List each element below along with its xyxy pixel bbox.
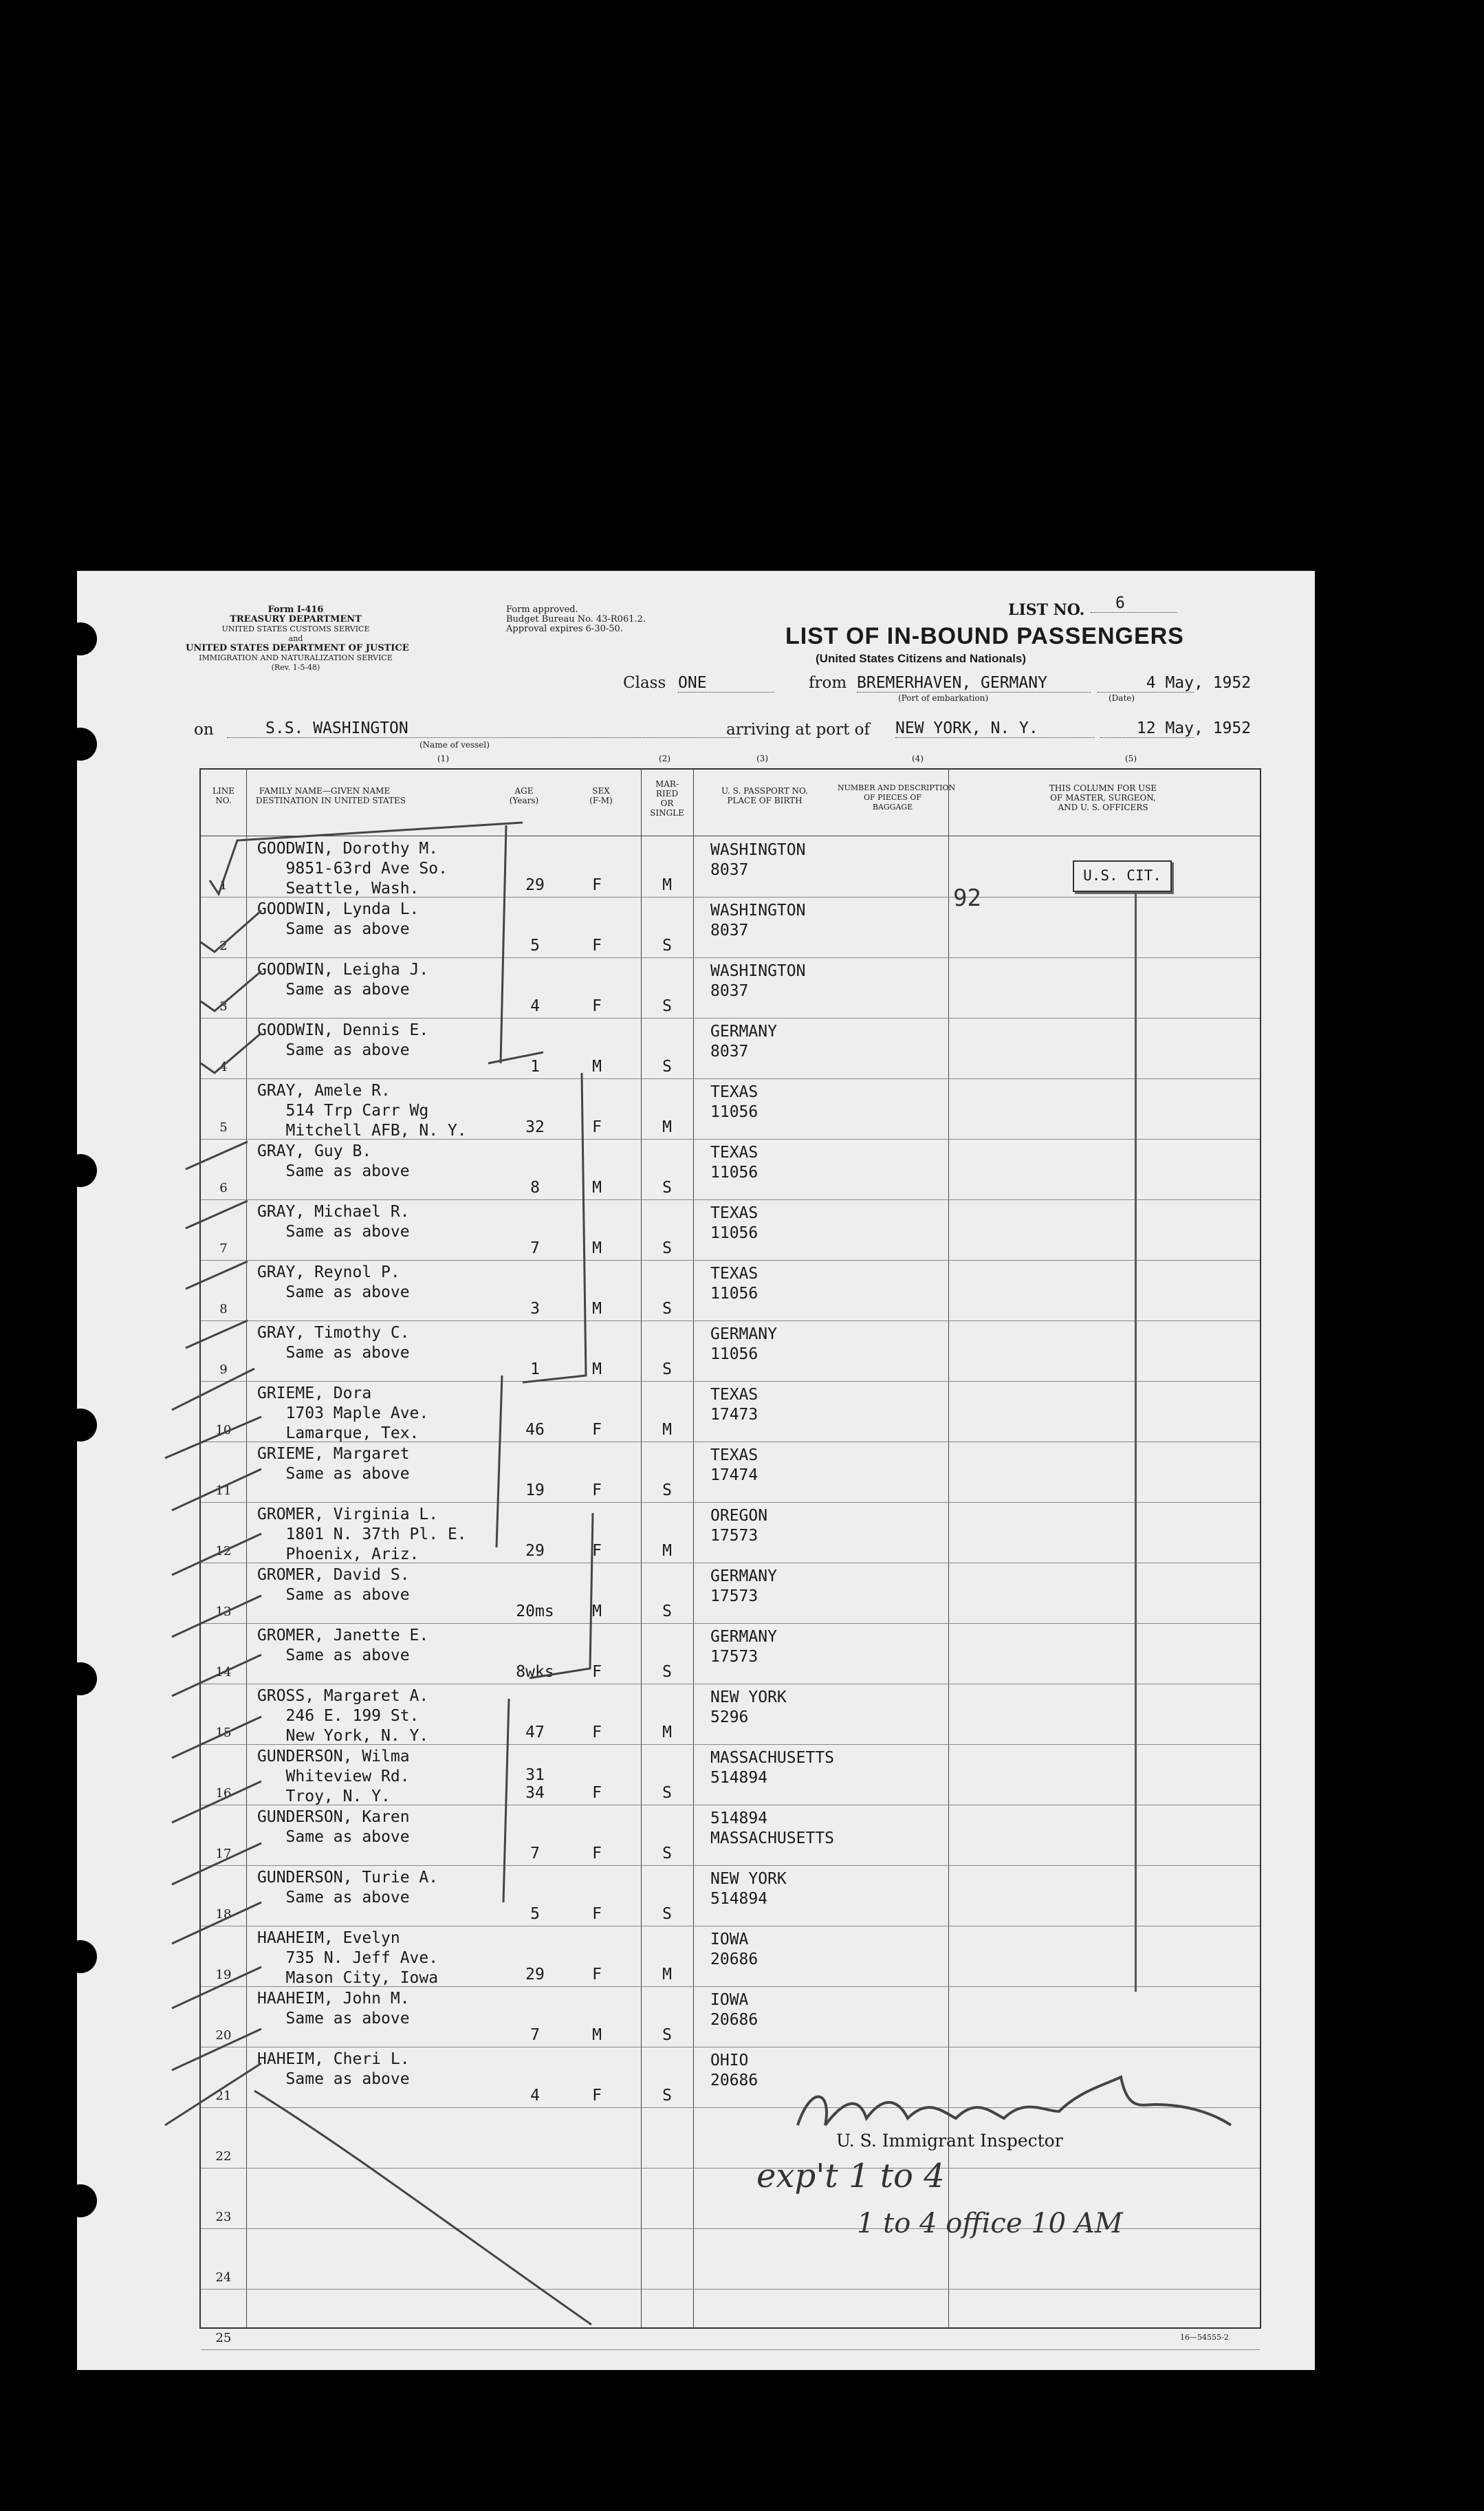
line-number: 15 xyxy=(215,1726,232,1740)
passenger-sex: M xyxy=(592,1360,602,1378)
passenger-name: GRAY, Amele R. 514 Trp Carr Wg Mitchell AFB, N. Y. xyxy=(257,1082,467,1140)
passport-birthplace: 514894 MASSACHUSETTS xyxy=(710,1809,835,1847)
passenger-sex: M xyxy=(592,2026,602,2044)
passport-birthplace: TEXAS 17473 xyxy=(710,1386,759,1424)
list-number-label: LIST NO. xyxy=(1008,601,1085,619)
passport-birthplace: OHIO 20686 xyxy=(710,2052,759,2089)
passenger-age: 46 xyxy=(525,1421,545,1439)
passenger-name: GRAY, Reynol P. Same as above xyxy=(257,1263,410,1301)
marital-status: S xyxy=(662,2087,672,2105)
passenger-sex: M xyxy=(592,1058,602,1076)
inspector-label: U. S. Immigrant Inspector xyxy=(836,2131,1063,2151)
class-label: Class xyxy=(623,674,666,692)
passenger-age: 8 xyxy=(530,1179,540,1197)
line-number: 2 xyxy=(219,939,228,953)
footer-code: 16—54555-2 xyxy=(1180,2333,1229,2342)
arrival-port: NEW YORK, N. Y. xyxy=(895,719,1095,738)
column-number: (3) xyxy=(756,754,768,763)
header-name: FAMILY NAME—GIVEN NAME DESTINATION IN UNITED STATES xyxy=(256,786,406,805)
passenger-age: 8wks xyxy=(516,1663,554,1681)
passenger-sex: F xyxy=(592,937,602,955)
embarkation-year: , 1952 xyxy=(1194,674,1252,692)
line-number: 8 xyxy=(219,1302,228,1316)
passenger-name: GOODWIN, Dennis E. Same as above xyxy=(257,1021,429,1059)
passenger-age: 3 xyxy=(530,1300,540,1318)
handwritten-note: 1 to 4 office 10 AM xyxy=(857,2208,1123,2239)
passport-birthplace: NEW YORK 514894 xyxy=(710,1870,787,1908)
line-number: 3 xyxy=(219,999,228,1014)
arriving-label: arriving at port of xyxy=(726,721,870,739)
passport-birthplace: WASHINGTON 8037 xyxy=(710,902,806,939)
line-number: 13 xyxy=(215,1605,232,1619)
marital-status: S xyxy=(662,1239,672,1257)
passenger-name: GROSS, Margaret A. 246 E. 199 St. New York, N. Y. xyxy=(257,1687,429,1745)
passenger-name: GUNDERSON, Turie A. Same as above xyxy=(257,1869,439,1906)
passenger-name: HAAHEIM, John M. Same as above xyxy=(257,1990,410,2028)
form-approval: Form approved. Budget Bureau No. 43-R061.2. Approval expires 6-30-50. xyxy=(506,605,646,634)
passport-birthplace: MASSACHUSETTS 514894 xyxy=(710,1749,835,1787)
passenger-name: GROMER, David S. Same as above xyxy=(257,1566,410,1604)
marital-status: S xyxy=(662,1058,672,1076)
marital-status: S xyxy=(662,1179,672,1197)
marital-status: S xyxy=(662,1360,672,1378)
passport-birthplace: GERMANY 17573 xyxy=(710,1567,777,1605)
citizen-stamp: U.S. CIT. xyxy=(1073,860,1172,892)
line-number: 20 xyxy=(215,2028,232,2043)
header-baggage: NUMBER AND DESCRIPTION OF PIECES OF BAGGAGE xyxy=(838,783,956,812)
passenger-name: GUNDERSON, Karen Same as above xyxy=(257,1808,410,1846)
date-caption: (Date) xyxy=(1109,693,1135,703)
passenger-name: GOODWIN, Lynda L. Same as above xyxy=(257,900,419,938)
passenger-name: GROMER, Janette E. Same as above xyxy=(257,1627,429,1664)
passenger-sex: F xyxy=(592,1663,602,1681)
passenger-sex: M xyxy=(592,1602,602,1620)
passenger-age: 47 xyxy=(525,1724,545,1741)
marital-status: M xyxy=(662,876,672,894)
passenger-age: 1 xyxy=(530,1058,540,1076)
header-line-no: LINE NO. xyxy=(212,786,234,805)
passenger-age: 5 xyxy=(530,937,540,955)
page-subtitle: (United States Citizens and Nationals) xyxy=(816,652,1027,665)
line-number: 18 xyxy=(215,1907,232,1922)
passenger-age: 4 xyxy=(530,2087,540,2105)
passport-birthplace: WASHINGTON 8037 xyxy=(710,962,806,1000)
marital-status: S xyxy=(662,1663,672,1681)
passport-birthplace: OREGON 17573 xyxy=(710,1507,768,1545)
passenger-age: 5 xyxy=(530,1905,540,1923)
passenger-name: GRAY, Timothy C. Same as above xyxy=(257,1324,410,1362)
marital-status: M xyxy=(662,1118,672,1136)
passenger-age: 1 xyxy=(530,1360,540,1378)
marital-status: S xyxy=(662,1300,672,1318)
passport-birthplace: IOWA 20686 xyxy=(710,1931,759,1968)
marital-status: S xyxy=(662,1845,672,1862)
column-number: (2) xyxy=(659,754,670,763)
line-number: 17 xyxy=(215,1847,232,1861)
passenger-sex: M xyxy=(592,1300,602,1318)
passenger-sex: M xyxy=(592,1239,602,1257)
passenger-name: GRIEME, Dora 1703 Maple Ave. Lamarque, Tex. xyxy=(257,1384,429,1442)
passenger-age: 29 xyxy=(525,1542,545,1560)
passport-birthplace: TEXAS 11056 xyxy=(710,1204,759,1242)
passenger-name: HAAHEIM, Evelyn 735 N. Jeff Ave. Mason City, Iowa xyxy=(257,1929,439,1987)
port-caption: (Port of embarkation) xyxy=(898,693,989,703)
passenger-sex: F xyxy=(592,1421,602,1439)
embarkation-date: 4 May xyxy=(1098,674,1194,693)
from-label: from xyxy=(809,674,847,692)
marital-status: S xyxy=(662,1481,672,1499)
passenger-name: HAHEIM, Cheri L. Same as above xyxy=(257,2050,410,2088)
header-officers: THIS COLUMN FOR USE OF MASTER, SURGEON, AND U. S. OFFICERS xyxy=(1049,783,1157,812)
line-number: 5 xyxy=(219,1120,228,1135)
marital-status: M xyxy=(662,1966,672,1983)
vessel-caption: (Name of vessel) xyxy=(419,740,490,750)
marital-status: M xyxy=(662,1724,672,1741)
marital-status: S xyxy=(662,1784,672,1802)
on-label: on xyxy=(194,721,214,739)
line-number: 7 xyxy=(219,1241,228,1256)
arrival-date: 12 May xyxy=(1100,719,1194,738)
marital-status: S xyxy=(662,2026,672,2044)
page-title: LIST OF IN-BOUND PASSENGERS xyxy=(785,623,1184,649)
marital-status: S xyxy=(662,1602,672,1620)
passenger-name: GOODWIN, Dorothy M. 9851-63rd Ave So. Seattle, Wash. xyxy=(257,840,448,898)
passport-birthplace: GERMANY 11056 xyxy=(710,1325,777,1363)
line-number: 21 xyxy=(215,2089,232,2103)
vessel-name: S.S. WASHINGTON xyxy=(227,719,740,738)
passenger-sex: F xyxy=(592,1542,602,1560)
column-number: (1) xyxy=(437,754,449,763)
passenger-name: GRIEME, Margaret Same as above xyxy=(257,1445,410,1483)
passenger-sex: F xyxy=(592,1118,602,1136)
line-number: 24 xyxy=(215,2270,232,2285)
arrival-year: , 1952 xyxy=(1194,719,1252,737)
passenger-age: 19 xyxy=(525,1481,545,1499)
handwritten-note: exp't 1 to 4 xyxy=(756,2157,945,2195)
baggage-count: 92 xyxy=(953,884,981,912)
line-number: 12 xyxy=(215,1544,232,1558)
form-identifier: Form I-416 TREASURY DEPARTMENT UNITED STATES CUSTOMS SERVICE and UNITED STATES DEPARTMENT OF JUSTICE IMMIGRATION AND NATURALIZATION SERVICE (Rev. 1-5-48) xyxy=(186,605,409,672)
marital-status: M xyxy=(662,1542,672,1560)
passenger-sex: F xyxy=(592,1966,602,1983)
passenger-age: 31 34 xyxy=(525,1766,545,1802)
passenger-name: GOODWIN, Leigha J. Same as above xyxy=(257,961,429,999)
passenger-name: GRAY, Guy B. Same as above xyxy=(257,1142,410,1180)
list-number-value: 6 xyxy=(1091,594,1177,613)
line-number: 10 xyxy=(215,1423,232,1437)
passenger-age: 7 xyxy=(530,2026,540,2044)
marital-status: S xyxy=(662,937,672,955)
passport-birthplace: IOWA 20686 xyxy=(710,1991,759,2029)
line-number: 6 xyxy=(219,1181,228,1195)
passenger-age: 29 xyxy=(525,1966,545,1983)
passport-birthplace: WASHINGTON 8037 xyxy=(710,841,806,879)
passenger-sex: F xyxy=(592,2087,602,2105)
header-passport: U. S. PASSPORT NO. PLACE OF BIRTH xyxy=(721,786,808,805)
passenger-age: 29 xyxy=(525,876,545,894)
passport-birthplace: TEXAS 11056 xyxy=(710,1083,759,1121)
passenger-sex: M xyxy=(592,1179,602,1197)
passenger-sex: F xyxy=(592,876,602,894)
line-number: 19 xyxy=(215,1968,232,1982)
passenger-name: GUNDERSON, Wilma Whiteview Rd. Troy, N. Y. xyxy=(257,1748,410,1805)
column-number: (4) xyxy=(912,754,924,763)
passenger-sex: F xyxy=(592,1481,602,1499)
line-number: 25 xyxy=(215,2331,232,2345)
passport-birthplace: TEXAS 11056 xyxy=(710,1144,759,1182)
passenger-sex: F xyxy=(592,1845,602,1862)
line-number: 11 xyxy=(215,1483,232,1498)
column-number: (5) xyxy=(1125,754,1137,763)
passenger-age: 32 xyxy=(525,1118,545,1136)
marital-status: M xyxy=(662,1421,672,1439)
embarkation-port: BREMERHAVEN, GERMANY xyxy=(857,674,1091,693)
line-number: 16 xyxy=(215,1786,232,1801)
passport-birthplace: GERMANY 17573 xyxy=(710,1628,777,1666)
passenger-name: GRAY, Michael R. Same as above xyxy=(257,1203,410,1241)
passenger-name: GROMER, Virginia L. 1801 N. 37th Pl. E. Phoenix, Ariz. xyxy=(257,1505,467,1563)
header-age: AGE (Years) xyxy=(509,786,539,805)
passenger-sex: F xyxy=(592,1724,602,1741)
header-sex: SEX (F-M) xyxy=(589,786,613,805)
passenger-sex: F xyxy=(592,1784,602,1802)
passport-birthplace: NEW YORK 5296 xyxy=(710,1688,787,1726)
line-number: 23 xyxy=(215,2210,232,2224)
marital-status: S xyxy=(662,1905,672,1923)
header-married: MAR- RIED OR SINGLE xyxy=(650,779,684,818)
line-number: 1 xyxy=(219,878,228,893)
passport-birthplace: TEXAS 17474 xyxy=(710,1446,759,1484)
passport-birthplace: TEXAS 11056 xyxy=(710,1265,759,1303)
passenger-sex: F xyxy=(592,1905,602,1923)
line-number: 4 xyxy=(219,1060,228,1074)
line-number: 22 xyxy=(215,2149,232,2164)
passenger-age: 7 xyxy=(530,1845,540,1862)
line-number: 9 xyxy=(219,1362,228,1377)
line-number: 14 xyxy=(215,1665,232,1680)
passenger-sex: F xyxy=(592,997,602,1015)
passenger-age: 4 xyxy=(530,997,540,1015)
marital-status: S xyxy=(662,997,672,1015)
passenger-age: 20ms xyxy=(516,1602,554,1620)
passport-birthplace: GERMANY 8037 xyxy=(710,1023,777,1061)
passenger-age: 7 xyxy=(530,1239,540,1257)
class-value: ONE xyxy=(678,674,774,693)
